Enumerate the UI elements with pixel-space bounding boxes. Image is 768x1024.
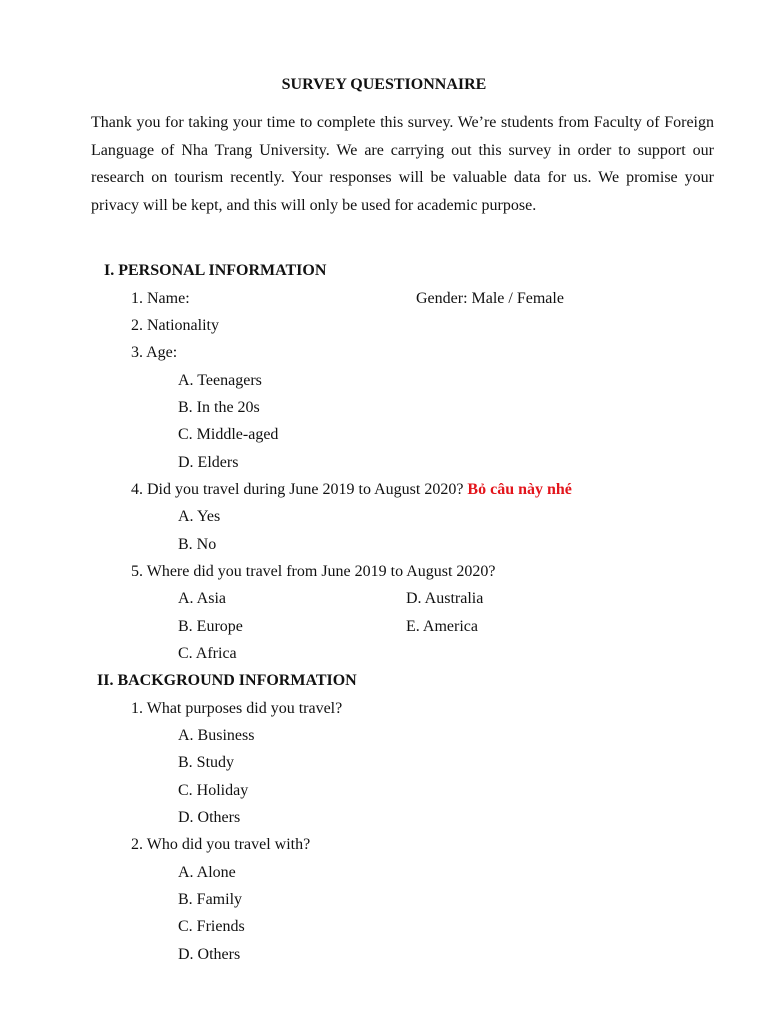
intro-paragraph: Thank you for taking your time to complete this survey. We’re students from Faculty of Foreign Language of Nha Trang University. We are carrying out this survey in order to support our research on tourism recently. Your responses will be valuable data for us. We promise your privacy will be kept, and this will only be used for academic purpose.: [91, 114, 714, 214]
travel-period-option: A. Yes: [178, 508, 221, 525]
section-heading-background-information: II. BACKGROUND INFORMATION: [97, 672, 357, 689]
page-title: SURVEY QUESTIONNAIRE: [281, 76, 487, 93]
purpose-option: B. Study: [178, 754, 235, 771]
destination-option: A. Asia: [178, 590, 226, 607]
question-gender: Gender: Male / Female: [416, 290, 564, 307]
question-purposes: 1. What purposes did you travel?: [131, 700, 343, 717]
section-heading-personal-information: I. PERSONAL INFORMATION: [104, 262, 327, 279]
question-destination: 5. Where did you travel from June 2019 to August 2020?: [131, 563, 496, 580]
age-option: D. Elders: [178, 454, 239, 471]
purpose-option: A. Business: [178, 727, 255, 744]
destination-option: C. Africa: [178, 645, 237, 662]
companion-option: A. Alone: [178, 864, 236, 881]
age-option: C. Middle-aged: [178, 426, 279, 443]
question-companions: 2. Who did you travel with?: [131, 836, 311, 853]
companion-option: C. Friends: [178, 918, 245, 935]
companion-option: B. Family: [178, 891, 243, 908]
purpose-option: D. Others: [178, 809, 241, 826]
destination-option: B. Europe: [178, 618, 243, 635]
question-name: 1. Name:: [131, 290, 190, 307]
age-option: A. Teenagers: [178, 372, 262, 389]
destination-option: E. America: [406, 618, 478, 635]
reviewer-note: Bỏ câu này nhé: [467, 481, 572, 498]
question-age: 3. Age:: [131, 344, 178, 361]
age-option: B. In the 20s: [178, 399, 260, 416]
question-travel-period-text: 4. Did you travel during June 2019 to August 2020?: [131, 481, 464, 498]
travel-period-option: B. No: [178, 536, 217, 553]
purpose-option: C. Holiday: [178, 782, 249, 799]
destination-option: D. Australia: [406, 590, 484, 607]
companion-option: D. Others: [178, 946, 241, 963]
question-travel-period: [131, 480, 572, 500]
question-nationality: 2. Nationality: [131, 317, 219, 334]
